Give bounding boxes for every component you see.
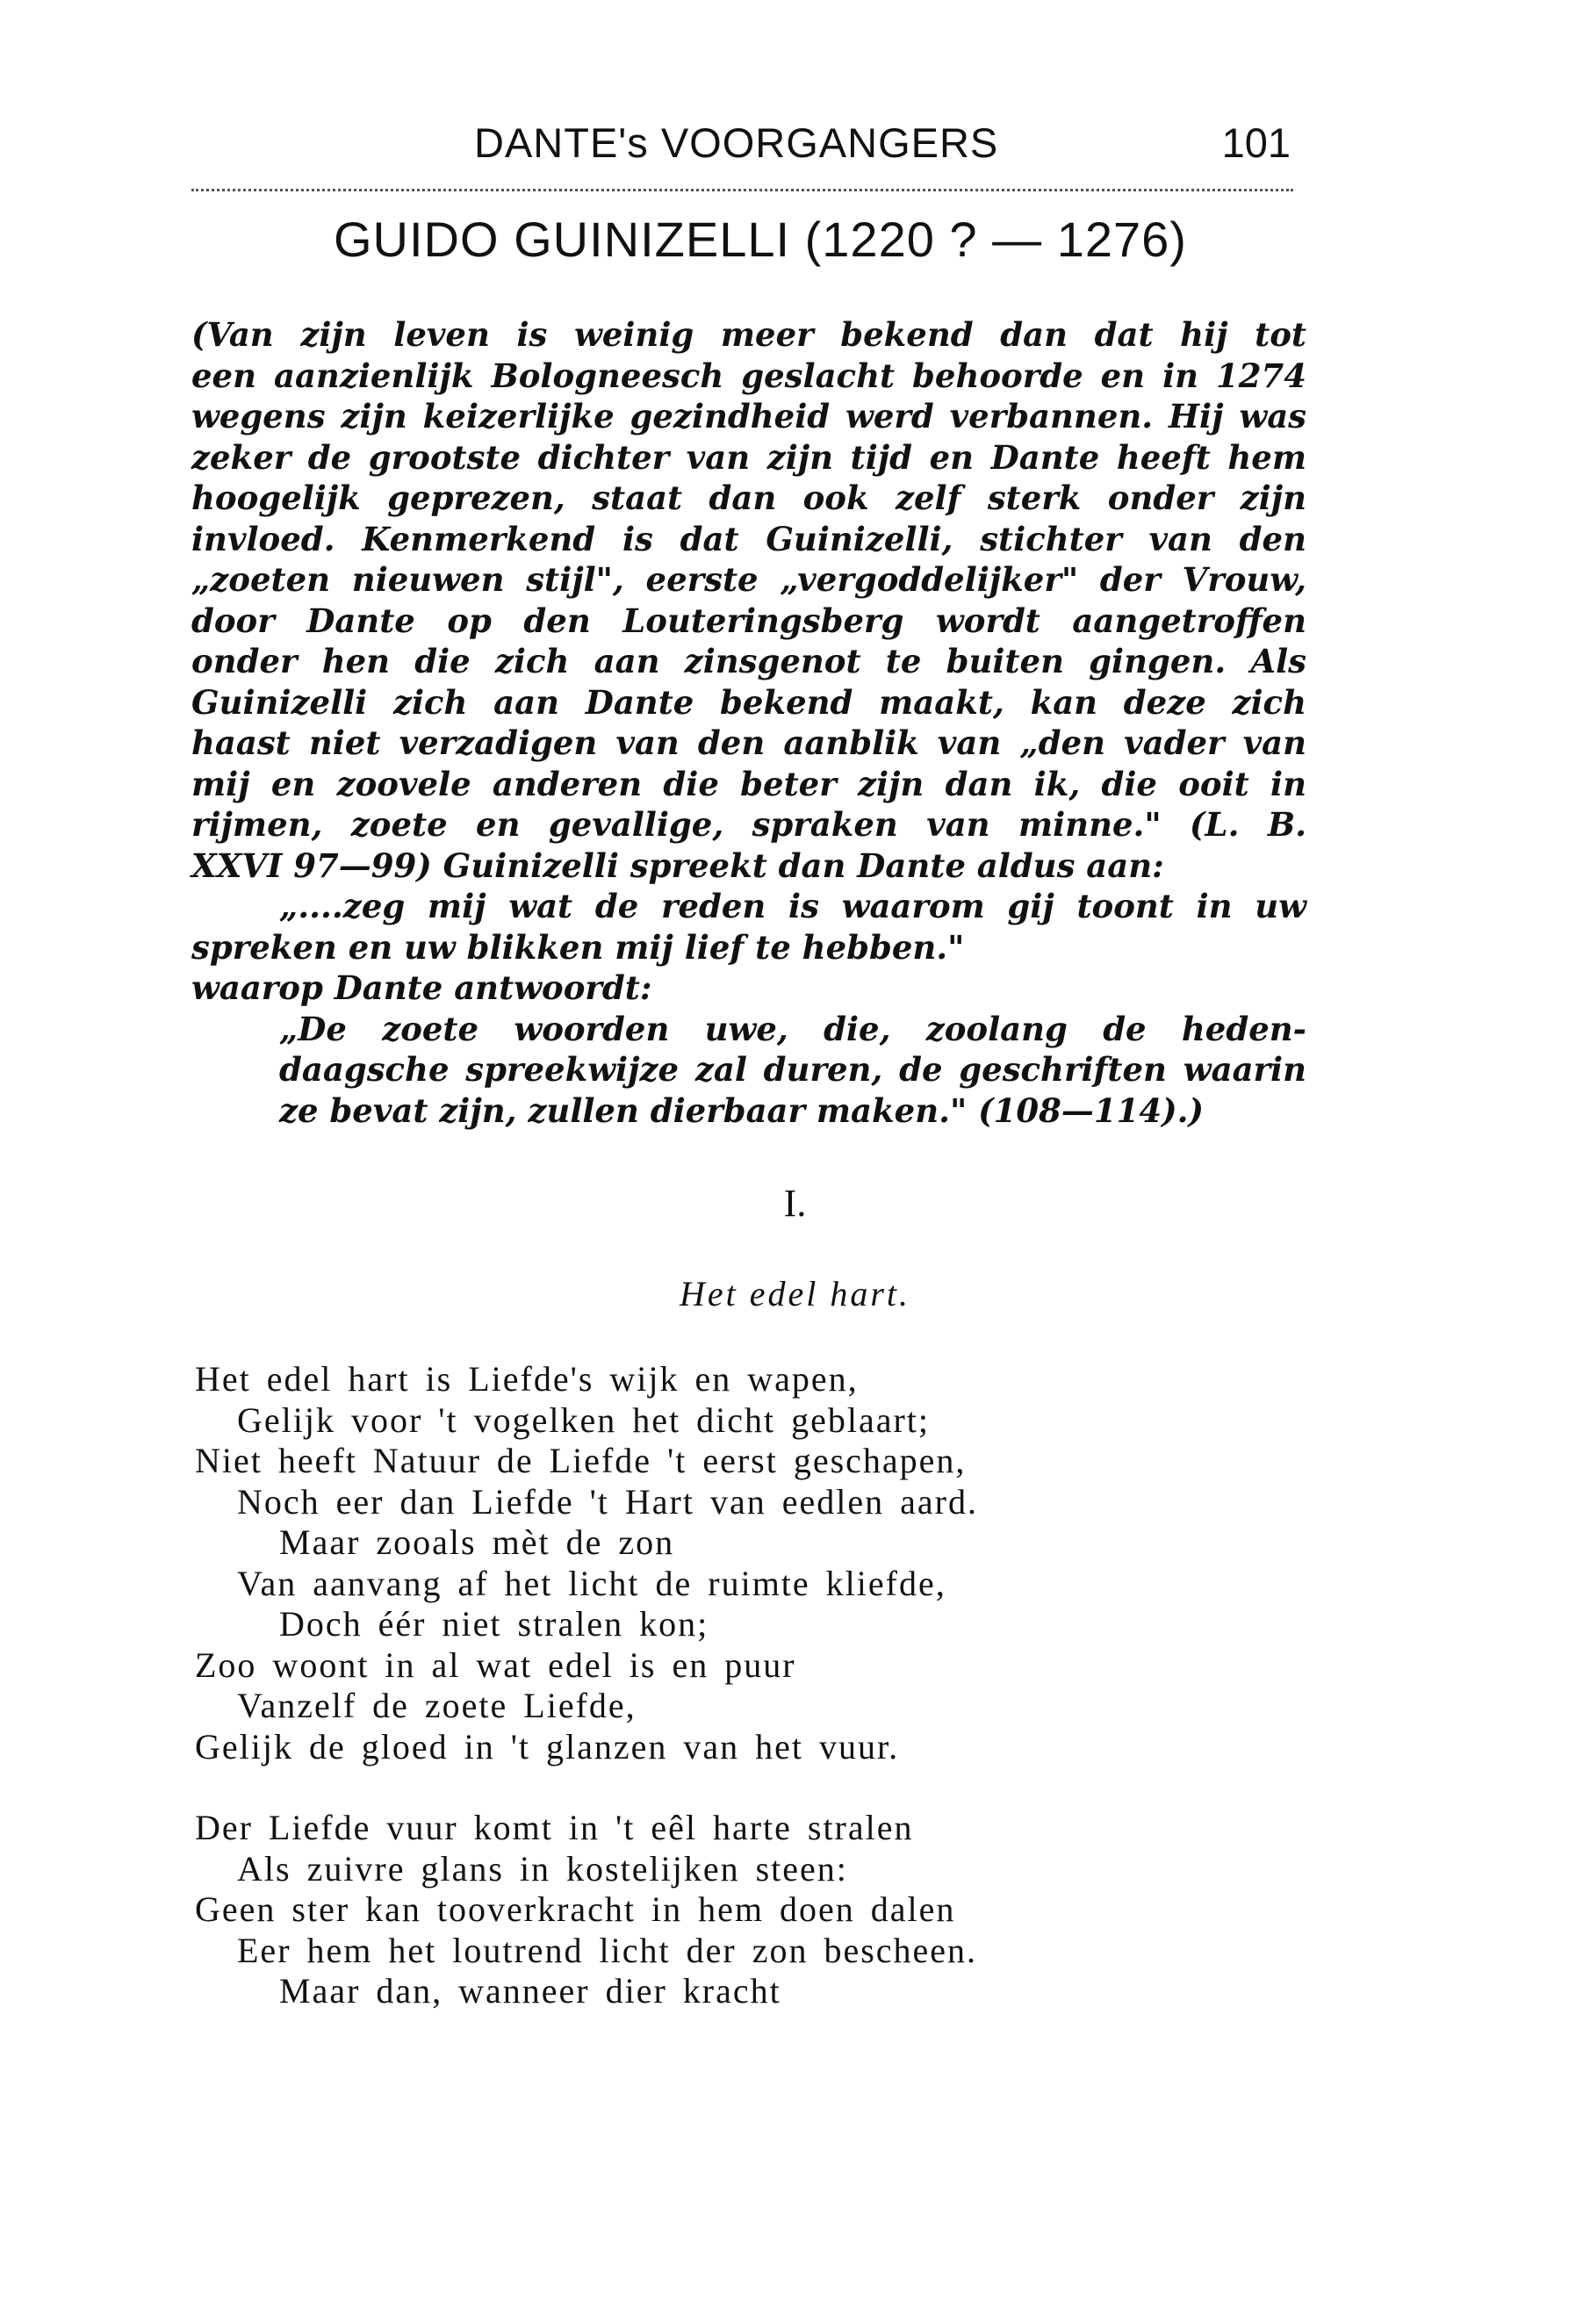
stanza xyxy=(195,1359,1319,1767)
bridge-line: waarop Dante antwoordt: xyxy=(191,968,652,1007)
verse-line: Gelijk de gloed in 't glanzen van het vuur. xyxy=(195,1726,900,1766)
intro-line: een aanzienlijk Bologneesch geslacht behoorde en in 1274 xyxy=(191,356,1306,395)
page-number: 101 xyxy=(1221,119,1291,166)
intro-line: rijmen, zoete en gevallige, spraken van minne." (L. B. xyxy=(191,805,1306,844)
quote-line: ze bevat zijn, zullen dierbaar maken." (108—114).) xyxy=(279,1090,1205,1130)
intro-line: (Van zijn leven is weinig meer bekend dan dat hij tot xyxy=(191,315,1306,354)
verse-line: Zoo woont in al wat edel is en puur xyxy=(195,1644,796,1685)
chapter-title: GUIDO GUINIZELLI (1220 ? — 1276) xyxy=(334,212,1187,267)
verse-line: Het edel hart is Liefde's wijk en wapen, xyxy=(195,1359,859,1399)
intro-paragraph xyxy=(191,314,1306,1131)
intro-line: XXVI 97—99) Guinizelli spreekt dan Dante aldus aan: xyxy=(191,845,1164,885)
verse-line: Gelijk voor 't vogelken het dicht geblaart; xyxy=(237,1399,931,1440)
verse-line: Als zuivre glans in kostelijken steen: xyxy=(237,1848,848,1889)
intro-line: haast niet verzadigen van den aanblik van „den vader van xyxy=(191,723,1306,762)
verse-line: Doch éér niet stralen kon; xyxy=(279,1604,709,1644)
verse-line: Niet heeft Natuur de Liefde 't eerst geschapen, xyxy=(195,1441,967,1480)
page-header xyxy=(474,119,1291,171)
verse-line: Maar zooals mèt de zon xyxy=(279,1522,675,1562)
intro-line: mij en zoovele anderen die beter zijn dan ik, die ooit in xyxy=(191,764,1306,803)
verse-line: Geen ster kan tooverkracht in hem doen dalen xyxy=(195,1889,956,1929)
header-rule xyxy=(191,189,1293,191)
verse-line: Vanzelf de zoete Liefde, xyxy=(237,1686,637,1725)
intro-line: invloed. Kenmerkend is dat Guinizelli, stichter van den xyxy=(191,519,1306,558)
quote-line: daagsche spreekwijze zal duren, de geschriften waarin xyxy=(279,1050,1306,1089)
verse-line: Van aanvang af het licht de ruimte kliefde, xyxy=(237,1563,946,1603)
poem-body xyxy=(195,1359,1319,2053)
poem-title: Het edel hart. xyxy=(679,1274,911,1313)
quote-line: „....zeg mij wat de reden is waarom gij toont in uw xyxy=(279,887,1306,925)
quote-line: „De zoete woorden uwe, die, zoolang de heden- xyxy=(279,1009,1306,1048)
quote-line: spreken en uw blikken mij lief te hebben." xyxy=(191,927,965,967)
verse-line: Der Liefde vuur komt in 't eêl harte stralen xyxy=(195,1808,914,1847)
intro-line: onder hen die zich aan zinsgenot te buiten gingen. Als xyxy=(191,642,1306,680)
intro-line: wegens zijn keizerlijke gezindheid werd verbannen. Hij was xyxy=(191,397,1306,435)
intro-line: „zoeten nieuwen stijl", eerste „vergoddelijker" der Vrouw, xyxy=(191,560,1306,599)
verse-line: Maar dan, wanneer dier kracht xyxy=(279,1971,781,2011)
verse-line: Eer hem het loutrend licht der zon bescheen. xyxy=(237,1930,978,1970)
stanza xyxy=(195,1808,1319,2012)
intro-line: zeker de grootste dichter van zijn tijd en Dante heeft hem xyxy=(191,437,1306,477)
intro-line: door Dante op den Louteringsberg wordt aangetroffen xyxy=(191,601,1306,640)
intro-line: Guinizelli zich aan Dante bekend maakt, kan deze zich xyxy=(191,682,1306,722)
verse-line: Noch eer dan Liefde 't Hart van eedlen aard. xyxy=(237,1481,978,1522)
running-title: DANTE's VOORGANGERS xyxy=(474,119,999,166)
section-number: I. xyxy=(783,1182,807,1225)
intro-line: hoogelijk geprezen, staat dan ook zelf sterk onder zijn xyxy=(191,478,1306,517)
